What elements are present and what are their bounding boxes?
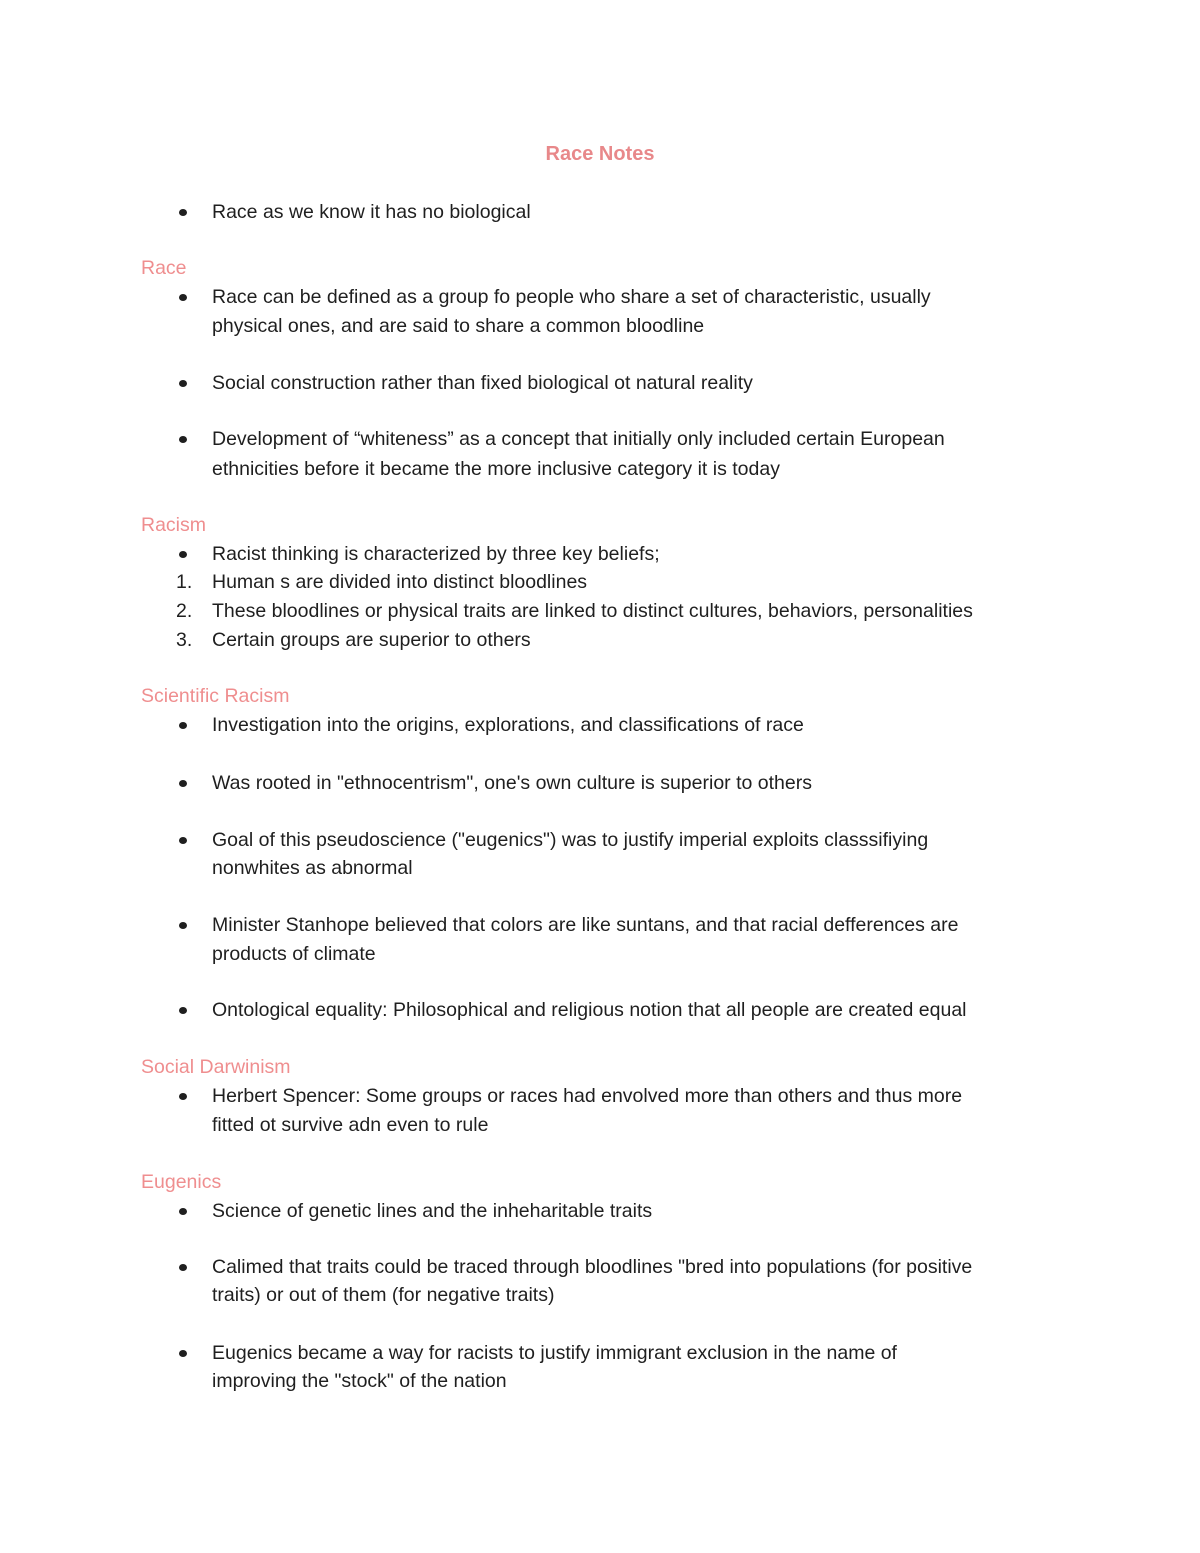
section-heading-eugenics: Eugenics bbox=[141, 1171, 222, 1193]
bullet-icon bbox=[179, 209, 187, 216]
list-item: Calimed that traits could be traced through bloodlines "bred into populations (for positive bbox=[212, 1256, 973, 1278]
list-item: Racist thinking is characterized by three key beliefs; bbox=[212, 543, 660, 565]
list-item-continuation: products of climate bbox=[212, 943, 376, 965]
bullet-icon bbox=[179, 1208, 187, 1215]
bullet-icon bbox=[179, 1007, 187, 1014]
bullet-icon bbox=[179, 436, 187, 443]
list-item: Investigation into the origins, explorations, and classifications of race bbox=[212, 714, 804, 736]
list-item: Minister Stanhope believed that colors are like suntans, and that racial defferences are bbox=[212, 914, 959, 936]
bullet-icon bbox=[179, 722, 187, 729]
list-item: Eugenics became a way for racists to justify immigrant exclusion in the name of bbox=[212, 1342, 897, 1364]
bullet-icon bbox=[179, 837, 187, 844]
list-number: 3. bbox=[176, 629, 193, 651]
bullet-icon bbox=[179, 551, 187, 558]
numbered-item: These bloodlines or physical traits are linked to distinct cultures, behaviors, personalities bbox=[212, 600, 973, 622]
numbered-item: Certain groups are superior to others bbox=[212, 629, 531, 651]
list-item-continuation: fitted ot survive adn even to rule bbox=[212, 1114, 489, 1136]
list-item: Goal of this pseudoscience ("eugenics") was to justify imperial exploits classsifiying bbox=[212, 829, 929, 851]
bullet-icon bbox=[179, 1264, 187, 1271]
list-item: Science of genetic lines and the inheharitable traits bbox=[212, 1200, 653, 1222]
list-item: Herbert Spencer: Some groups or races had envolved more than others and thus more bbox=[212, 1085, 963, 1107]
section-heading-race: Race bbox=[141, 257, 187, 279]
list-item: Ontological equality: Philosophical and religious notion that all people are created equal bbox=[212, 999, 967, 1021]
list-item-continuation: improving the "stock" of the nation bbox=[212, 1370, 507, 1392]
bullet-icon bbox=[179, 1350, 187, 1357]
bullet-icon bbox=[179, 380, 187, 387]
bullet-icon bbox=[179, 1093, 187, 1100]
list-item-continuation: physical ones, and are said to share a common bloodline bbox=[212, 315, 705, 337]
list-item-continuation: nonwhites as abnormal bbox=[212, 857, 413, 879]
list-number: 1. bbox=[176, 571, 193, 593]
bullet-icon bbox=[179, 922, 187, 929]
list-item: Race as we know it has no biological bbox=[212, 201, 531, 223]
list-item: Race can be defined as a group fo people who share a set of characteristic, usually bbox=[212, 286, 931, 308]
numbered-item: Human s are divided into distinct bloodlines bbox=[212, 571, 588, 593]
list-item-continuation: ethnicities before it became the more inclusive category it is today bbox=[212, 458, 780, 480]
list-item: Social construction rather than fixed biological ot natural reality bbox=[212, 372, 753, 394]
section-heading-social-darwinism: Social Darwinism bbox=[141, 1056, 291, 1078]
bullet-icon bbox=[179, 780, 187, 787]
page-title: Race Notes bbox=[545, 143, 655, 165]
bullet-icon bbox=[179, 294, 187, 301]
list-item-continuation: traits) or out of them (for negative traits) bbox=[212, 1284, 555, 1306]
list-number: 2. bbox=[176, 600, 193, 622]
list-item: Was rooted in "ethnocentrism", one's own culture is superior to others bbox=[212, 772, 812, 794]
section-heading-racism: Racism bbox=[141, 514, 207, 536]
section-heading-scientific-racism: Scientific Racism bbox=[141, 685, 290, 707]
list-item: Development of “whiteness” as a concept that initially only included certain European bbox=[212, 428, 945, 450]
